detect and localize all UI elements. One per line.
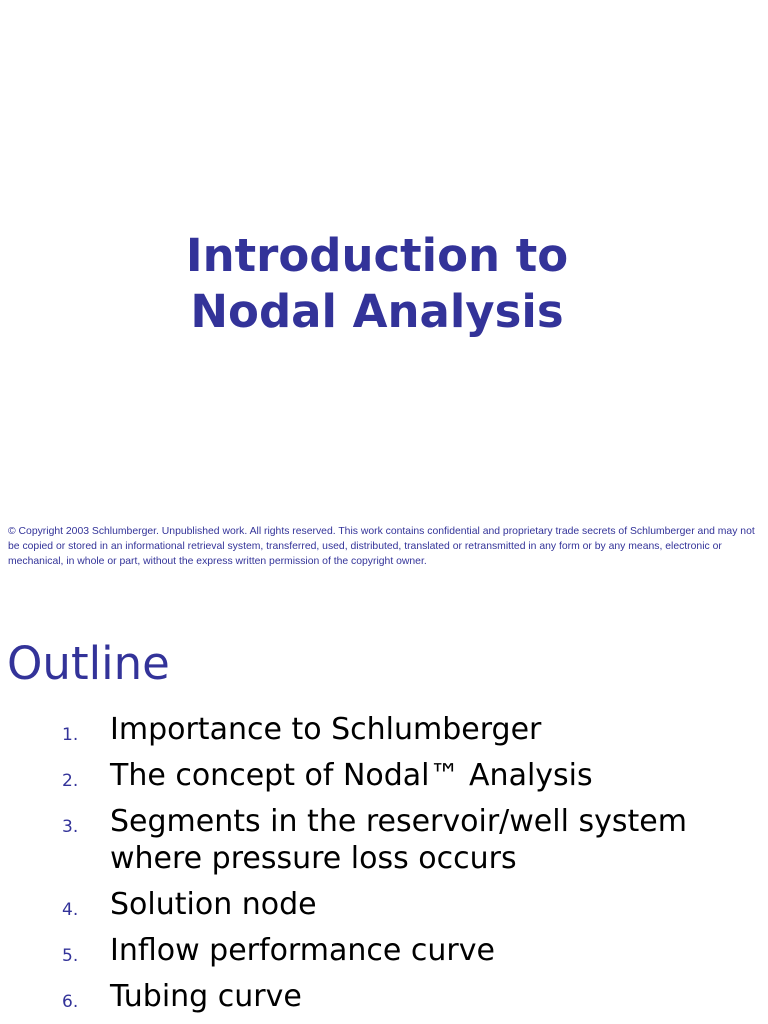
list-item-text: Inflow performance curve [110,933,495,968]
list-item-text: Segments in the reservoir/well system where pressure loss occurs [110,804,687,876]
list-item [0,711,768,748]
list-item-text: The concept of Nodal™ Analysis [110,758,593,793]
list-item-number: 1. [62,725,79,745]
list-item-number: 3. [62,817,79,837]
list-item [0,886,768,923]
list-item [0,757,768,794]
list-item-number: 6. [62,992,79,1012]
list-item-number: 2. [62,771,79,791]
slide-title-line-2: Nodal Analysis [190,285,564,338]
list-item [0,932,768,969]
list-item [0,978,768,1015]
list-item-number: 4. [62,900,79,920]
outline-heading: Outline [7,637,170,690]
slide-title [0,228,754,340]
outline-list [0,711,768,1024]
list-item-text: Importance to Schlumberger [110,712,542,747]
list-item-number: 5. [62,946,79,966]
copyright-notice: © Copyright 2003 Schlumberger. Unpublished work. All rights reserved. This work contains confidential and proprietary trade secrets of Schlumberger and may not be copied or stored in an informational retrieval system, transferred, used, distributed, translated or retransmitted in any form or by any means, electronic or mechanical, in whole or part, without the express written permission of the copyright owner. [8,526,755,567]
list-item-text: Solution node [110,887,317,922]
list-item [0,803,768,877]
list-item-text: Tubing curve [110,979,302,1014]
slide-title-line-1: Introduction to [185,229,569,282]
